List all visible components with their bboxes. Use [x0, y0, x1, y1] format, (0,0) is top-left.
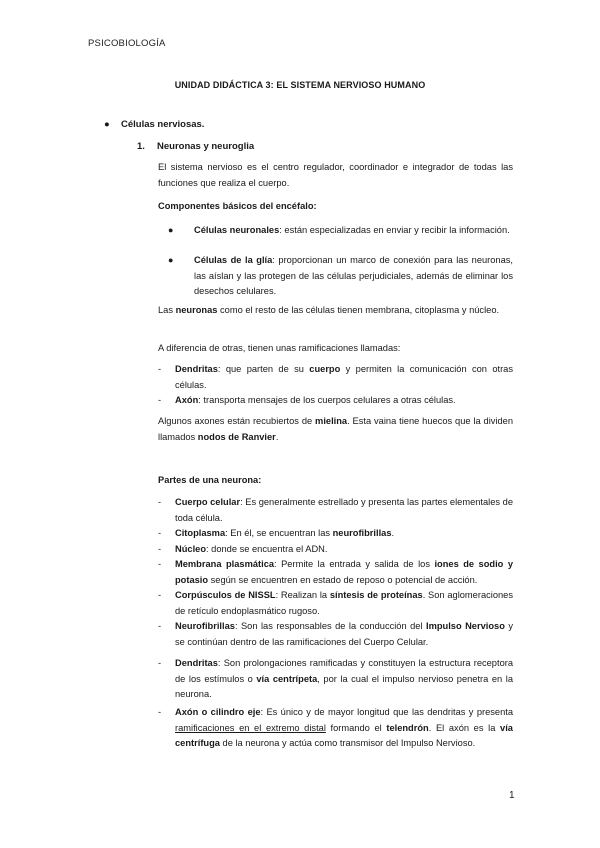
term: Células neuronales [194, 225, 280, 235]
text: : que parten de su [217, 364, 310, 374]
text: : Es único y de mayor longitud que las dendritas y presenta [260, 707, 513, 717]
term: Núcleo [175, 544, 206, 554]
term: telendrón [386, 722, 429, 733]
list-item-axon [158, 393, 513, 409]
text: y se continúan dentro de las ramificaciones del Cuerpo Celular. [175, 621, 513, 647]
term: Axón [175, 395, 199, 405]
list-item-nissl [158, 588, 513, 619]
list-item-nucleo [158, 542, 513, 558]
list-item-dendritas-parte [158, 656, 513, 703]
text: . El axón es la [428, 722, 501, 733]
dash-icon: - [158, 497, 162, 507]
term: vía centrípeta [256, 673, 318, 684]
text: según se encuentren en estado de reposo o potencial de acción. [208, 574, 478, 585]
section-label: Células nerviosas. [121, 119, 205, 130]
text: y permiten la comunicación con otras células. [175, 364, 513, 390]
subsection-label: Neuronas y neuroglia [157, 141, 255, 152]
text: : Permite la entrada y salida de los [274, 559, 435, 569]
text: : transporta mensajes de los cuerpos celulares a otras células. [198, 395, 456, 405]
bullet-icon: ● [104, 119, 110, 130]
term: mielina [315, 416, 348, 426]
list-item-neurofibrillas [158, 619, 513, 650]
list-item-cuerpo-celular [158, 495, 513, 526]
text: : Son las responsables de la conducción del [234, 621, 426, 631]
componentes-heading: Componentes básicos del encéfalo: [158, 201, 317, 211]
term: Membrana plasmática [175, 559, 275, 569]
list-item-celulas-glia [168, 253, 513, 300]
term: neurofibrillas [332, 528, 392, 538]
term: síntesis de proteínas [329, 590, 423, 600]
dash-icon: - [158, 658, 162, 668]
term: Corpúsculos de NISSL [175, 590, 276, 600]
term: Cuerpo celular [175, 497, 241, 507]
list-item-celulas-neuronales [168, 223, 513, 239]
term: Células de la glía [194, 255, 273, 265]
intro-paragraph: El sistema nervioso es el centro regulador, coordinador e integrador de todas las funciones que realiza el cuerpo. [158, 162, 513, 188]
dash-icon: - [158, 707, 162, 717]
text: : Es generalmente estrellado y presenta las partes elementales de toda célula. [175, 497, 513, 523]
term: Neurofibrillas [175, 621, 235, 631]
dash-icon: - [158, 364, 162, 374]
partes-heading: Partes de una neurona: [158, 475, 262, 485]
list-item-membrana [158, 557, 513, 588]
dash-icon: - [158, 528, 162, 538]
term: cuerpo [309, 364, 341, 374]
text: como el resto de las células tienen membrana, citoplasma y núcleo. [217, 305, 500, 315]
text: . [391, 528, 395, 538]
page-number: 1 [509, 790, 515, 801]
dash-icon: - [158, 621, 162, 631]
list-item-axon-parte [158, 705, 513, 752]
document-title: UNIDAD DIDÁCTICA 3: EL SISTEMA NERVIOSO HUMANO [174, 80, 426, 90]
mielina-paragraph [158, 414, 513, 445]
text: : Son prolongaciones ramificadas y constituyen la estructura receptora de los estímulos o [175, 658, 513, 684]
term: neuronas [175, 305, 218, 315]
term: Impulso Nervioso [425, 621, 505, 631]
dash-icon: - [158, 559, 162, 569]
text: formando el [325, 722, 387, 733]
dash-icon: - [158, 395, 162, 405]
definition: : proporcionan un marco de conexión para las neuronas, las aíslan y las protegen de las células perjudiciales, además de eliminar los desechos celulares. [194, 255, 513, 296]
text: de la neurona y actúa como transmisor del Impulso Nervioso. [219, 738, 476, 748]
bullet-icon: ● [168, 225, 174, 235]
term: Axón o cilindro eje [175, 707, 261, 717]
neuronas-paragraph [158, 303, 513, 319]
term: iones de sodio y potasio [175, 559, 513, 585]
definition: : están especializadas en enviar y recibir la información. [279, 225, 510, 235]
list-item-citoplasma [158, 526, 513, 542]
text: : Realizan la [275, 590, 330, 600]
term: Dendritas [175, 364, 218, 374]
text: . Son aglomeraciones de retículo endoplasmático rugoso. [175, 590, 513, 616]
dash-icon: - [158, 590, 162, 600]
dash-icon: - [158, 544, 162, 554]
underlined-text: ramificaciones en el extremo distal [175, 722, 326, 733]
subsection-number: 1. [137, 141, 145, 152]
text: , por la cual el impulso nervioso penetra en la neurona. [175, 673, 513, 699]
text: : En él, se encuentran las [225, 528, 333, 538]
bullet-icon: ● [168, 255, 174, 265]
page-header: PSICOBIOLOGÍA [88, 38, 166, 49]
ramificaciones-intro: A diferencia de otras, tienen unas ramificaciones llamadas: [158, 343, 401, 353]
text: . [275, 431, 279, 442]
term: Dendritas [175, 658, 218, 668]
text: Algunos axones están recubiertos de [158, 416, 316, 426]
text: : donde se encuentra el ADN. [206, 544, 328, 554]
list-item-dendritas [158, 362, 513, 393]
term: vía centrífuga [175, 722, 513, 748]
subsection-heading [137, 141, 254, 152]
term: nodos de Ranvier [197, 431, 276, 442]
term: Citoplasma [175, 528, 226, 538]
text: . Esta vaina tiene huecos que la dividen llamados [158, 416, 513, 442]
text: Las [158, 305, 176, 315]
